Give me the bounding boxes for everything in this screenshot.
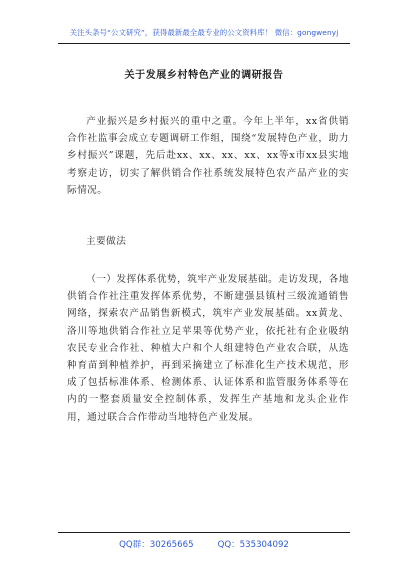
document-title: 关于发展乡村特色产业的调研报告 [124,70,284,81]
section-heading: 主要做法 [86,236,127,247]
header-divider [58,43,350,44]
footer-divider [58,532,350,533]
header-banner: 关注头条号“公文研究”，获得最新最全最专业的公文资料库！ 微信：gongwenyj [69,28,339,37]
intro-paragraph: 产业振兴是乡村振兴的重中之重。今年上半年，xx省供销合作社监事会成立专题调研工作组，围绕“发展特色产业，助力乡村振兴”课题，先后赴xx、xx、xx、xx、xx等x市xx县实地考察走访，切实了解供销合作社系统发展特色农产品产业的实际情况。 [67,116,349,196]
footer-qq-number: QQ：535304092 [217,540,289,550]
body-paragraph-1: （一）发挥体系优势，筑牢产业发展基础。走访发现，各地供销合作社注重发挥体系优势，不断建强县镇村三级流通销售网络，探索农产品销售新模式，筑牢产业发展基础。xx黄龙、洛川等地供销合作社立足苹果等优势产业，依托社有企业吸纳农民专业合作社、种植大户和个人组建特色产业农合联，从选种育苗到种植养护，再到采摘建立了标准化生产技术规范，形成了包括标准体系、检测体系、认证体系和监管服务体系等在内的一整套质量安全控制体系，发挥生产基地和龙头企业作用，通过联合合作带动当地特色产业发展。 [67,274,349,423]
footer-qq-group: QQ群：30265665 [119,540,194,550]
footer [0,538,408,550]
